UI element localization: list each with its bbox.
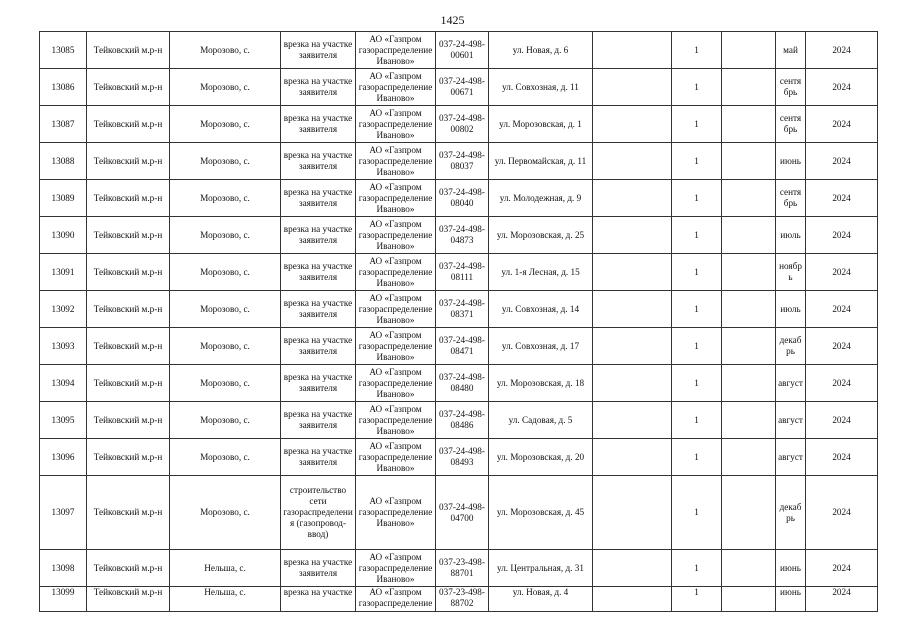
- organization-cell: АО «Газпром газораспределение Иваново»: [356, 69, 436, 106]
- empty-cell: [593, 106, 672, 143]
- month-cell: август: [776, 402, 806, 439]
- application-code-cell: 037-24-498-08371: [436, 291, 489, 328]
- month-cell: декабрь: [776, 476, 806, 550]
- organization-cell: АО «Газпром газораспределение Иваново»: [356, 291, 436, 328]
- empty-cell: [722, 476, 776, 550]
- work-type-cell: врезка на участке заявителя: [281, 69, 356, 106]
- month-cell: май: [776, 32, 806, 69]
- year-cell: 2024: [806, 439, 878, 476]
- address-cell: ул. Морозовская, д. 18: [489, 365, 593, 402]
- quantity-cell: 1: [672, 143, 722, 180]
- year-cell: 2024: [806, 32, 878, 69]
- work-type-cell: врезка на участке заявителя: [281, 328, 356, 365]
- address-cell: ул. Первомайская, д. 11: [489, 143, 593, 180]
- organization-cell: АО «Газпром газораспределение Иваново»: [356, 143, 436, 180]
- month-cell: июнь: [776, 550, 806, 587]
- quantity-cell: 1: [672, 217, 722, 254]
- empty-cell: [722, 106, 776, 143]
- settlement-cell: Морозово, с.: [170, 254, 281, 291]
- year-cell: 2024: [806, 328, 878, 365]
- work-type-cell: врезка на участке заявителя: [281, 254, 356, 291]
- district-cell: Тейковский м.р-н: [87, 217, 170, 254]
- work-type-cell: врезка на участке заявителя: [281, 180, 356, 217]
- settlement-cell: Морозово, с.: [170, 439, 281, 476]
- table-row: [40, 587, 878, 612]
- empty-cell: [593, 476, 672, 550]
- row-number-cell: 13094: [40, 365, 87, 402]
- work-type-cell: строительство сети газораспределения (газопровод-ввод): [281, 476, 356, 550]
- year-cell: 2024: [806, 402, 878, 439]
- address-cell: ул. Морозовская, д. 1: [489, 106, 593, 143]
- year-cell: 2024: [806, 550, 878, 587]
- application-code-cell: 037-24-498-04700: [436, 476, 489, 550]
- empty-cell: [722, 32, 776, 69]
- row-number-cell: 13089: [40, 180, 87, 217]
- page-number: 1425: [440, 13, 465, 27]
- organization-cell: АО «Газпром газораспределение Иваново»: [356, 402, 436, 439]
- empty-cell: [722, 550, 776, 587]
- district-cell: Тейковский м.р-н: [87, 291, 170, 328]
- gas-connection-table: [39, 31, 878, 612]
- district-cell: Тейковский м.р-н: [87, 587, 170, 612]
- empty-cell: [722, 217, 776, 254]
- row-number-cell: 13087: [40, 106, 87, 143]
- district-cell: Тейковский м.р-н: [87, 550, 170, 587]
- empty-cell: [722, 291, 776, 328]
- empty-cell: [593, 439, 672, 476]
- district-cell: Тейковский м.р-н: [87, 143, 170, 180]
- year-cell: 2024: [806, 106, 878, 143]
- row-number-cell: 13090: [40, 217, 87, 254]
- empty-cell: [593, 32, 672, 69]
- quantity-cell: 1: [672, 106, 722, 143]
- quantity-cell: 1: [672, 32, 722, 69]
- work-type-cell: врезка на участке заявителя: [281, 439, 356, 476]
- application-code-cell: 037-24-498-00802: [436, 106, 489, 143]
- row-number-cell: 13095: [40, 402, 87, 439]
- table-row: [40, 69, 878, 106]
- empty-cell: [593, 550, 672, 587]
- settlement-cell: Морозово, с.: [170, 476, 281, 550]
- row-number-cell: 13085: [40, 32, 87, 69]
- year-cell: 2024: [806, 587, 878, 612]
- application-code-cell: 037-24-498-08111: [436, 254, 489, 291]
- district-cell: Тейковский м.р-н: [87, 328, 170, 365]
- quantity-cell: 1: [672, 254, 722, 291]
- year-cell: 2024: [806, 365, 878, 402]
- empty-cell: [593, 143, 672, 180]
- month-cell: июль: [776, 217, 806, 254]
- settlement-cell: Морозово, с.: [170, 69, 281, 106]
- address-cell: ул. Морозовская, д. 25: [489, 217, 593, 254]
- organization-cell: АО «Газпром газораспределение Иваново»: [356, 180, 436, 217]
- work-type-cell: врезка на участке заявителя: [281, 32, 356, 69]
- district-cell: Тейковский м.р-н: [87, 32, 170, 69]
- table-row: [40, 291, 878, 328]
- table-row: [40, 365, 878, 402]
- row-number-cell: 13088: [40, 143, 87, 180]
- empty-cell: [593, 365, 672, 402]
- application-code-cell: 037-24-498-08480: [436, 365, 489, 402]
- organization-cell: АО «Газпром газораспределение Иваново»: [356, 476, 436, 550]
- year-cell: 2024: [806, 476, 878, 550]
- district-cell: Тейковский м.р-н: [87, 254, 170, 291]
- organization-cell: АО «Газпром газораспределение Иваново»: [356, 32, 436, 69]
- district-cell: Тейковский м.р-н: [87, 106, 170, 143]
- district-cell: Тейковский м.р-н: [87, 439, 170, 476]
- empty-cell: [593, 69, 672, 106]
- table-row: [40, 32, 878, 69]
- table-row: [40, 402, 878, 439]
- address-cell: ул. Морозовская, д. 20: [489, 439, 593, 476]
- address-cell: ул. Новая, д. 6: [489, 32, 593, 69]
- month-cell: сентябрь: [776, 106, 806, 143]
- empty-cell: [722, 402, 776, 439]
- settlement-cell: Морозово, с.: [170, 402, 281, 439]
- address-cell: ул. Морозовская, д. 45: [489, 476, 593, 550]
- organization-cell: АО «Газпром газораспределение Иваново»: [356, 217, 436, 254]
- settlement-cell: Морозово, с.: [170, 365, 281, 402]
- table-row: [40, 143, 878, 180]
- empty-cell: [593, 217, 672, 254]
- year-cell: 2024: [806, 217, 878, 254]
- empty-cell: [722, 587, 776, 612]
- row-number-cell: 13097: [40, 476, 87, 550]
- quantity-cell: 1: [672, 365, 722, 402]
- empty-cell: [593, 328, 672, 365]
- row-number-cell: 13099: [40, 587, 87, 612]
- empty-cell: [722, 143, 776, 180]
- empty-cell: [593, 587, 672, 612]
- empty-cell: [722, 254, 776, 291]
- settlement-cell: Морозово, с.: [170, 328, 281, 365]
- row-number-cell: 13098: [40, 550, 87, 587]
- work-type-cell: врезка на участке заявителя: [281, 550, 356, 587]
- empty-cell: [593, 254, 672, 291]
- empty-cell: [593, 291, 672, 328]
- application-code-cell: 037-24-498-08037: [436, 143, 489, 180]
- settlement-cell: Морозово, с.: [170, 32, 281, 69]
- empty-cell: [722, 180, 776, 217]
- organization-cell: АО «Газпром газораспределение Иваново»: [356, 106, 436, 143]
- year-cell: 2024: [806, 254, 878, 291]
- month-cell: сентябрь: [776, 180, 806, 217]
- quantity-cell: 1: [672, 328, 722, 365]
- table-row: [40, 106, 878, 143]
- quantity-cell: 1: [672, 402, 722, 439]
- district-cell: Тейковский м.р-н: [87, 476, 170, 550]
- address-cell: ул. Совхозная, д. 11: [489, 69, 593, 106]
- organization-cell: АО «Газпром газораспределение Иваново»: [356, 365, 436, 402]
- quantity-cell: 1: [672, 69, 722, 106]
- address-cell: ул. Молодежная, д. 9: [489, 180, 593, 217]
- empty-cell: [593, 402, 672, 439]
- empty-cell: [722, 439, 776, 476]
- year-cell: 2024: [806, 143, 878, 180]
- empty-cell: [593, 180, 672, 217]
- address-cell: ул. Совхозная, д. 17: [489, 328, 593, 365]
- year-cell: 2024: [806, 69, 878, 106]
- work-type-cell: врезка на участке заявителя: [281, 365, 356, 402]
- table-row: [40, 217, 878, 254]
- application-code-cell: 037-24-498-00671: [436, 69, 489, 106]
- organization-cell: АО «Газпром газораспределение Иваново»: [356, 328, 436, 365]
- address-cell: ул. Новая, д. 4: [489, 587, 593, 612]
- district-cell: Тейковский м.р-н: [87, 402, 170, 439]
- district-cell: Тейковский м.р-н: [87, 69, 170, 106]
- settlement-cell: Морозово, с.: [170, 291, 281, 328]
- application-code-cell: 037-24-498-08486: [436, 402, 489, 439]
- table-row: [40, 254, 878, 291]
- month-cell: ноябрь: [776, 254, 806, 291]
- settlement-cell: Нельша, с.: [170, 587, 281, 612]
- month-cell: август: [776, 365, 806, 402]
- quantity-cell: 1: [672, 439, 722, 476]
- work-type-cell: врезка на участке заявителя: [281, 106, 356, 143]
- organization-cell: АО «Газпром газораспределение Иваново»: [356, 439, 436, 476]
- work-type-cell: врезка на участке: [281, 587, 356, 612]
- table-row: [40, 180, 878, 217]
- empty-cell: [722, 69, 776, 106]
- organization-cell: АО «Газпром газораспределение Иваново»: [356, 550, 436, 587]
- work-type-cell: врезка на участке заявителя: [281, 143, 356, 180]
- month-cell: июль: [776, 291, 806, 328]
- address-cell: ул. Центральная, д. 31: [489, 550, 593, 587]
- month-cell: июнь: [776, 587, 806, 612]
- table-row: [40, 550, 878, 587]
- settlement-cell: Морозово, с.: [170, 143, 281, 180]
- row-number-cell: 13086: [40, 69, 87, 106]
- table-row: [40, 476, 878, 550]
- month-cell: сентябрь: [776, 69, 806, 106]
- table-body: [40, 32, 878, 612]
- row-number-cell: 13093: [40, 328, 87, 365]
- district-cell: Тейковский м.р-н: [87, 365, 170, 402]
- row-number-cell: 13092: [40, 291, 87, 328]
- empty-cell: [722, 328, 776, 365]
- row-number-cell: 13091: [40, 254, 87, 291]
- quantity-cell: 1: [672, 587, 722, 612]
- quantity-cell: 1: [672, 550, 722, 587]
- table-row: [40, 328, 878, 365]
- application-code-cell: 037-23-498-88701: [436, 550, 489, 587]
- application-code-cell: 037-24-498-08493: [436, 439, 489, 476]
- quantity-cell: 1: [672, 476, 722, 550]
- application-code-cell: 037-24-498-08471: [436, 328, 489, 365]
- work-type-cell: врезка на участке заявителя: [281, 402, 356, 439]
- settlement-cell: Нельша, с.: [170, 550, 281, 587]
- address-cell: ул. Совхозная, д. 14: [489, 291, 593, 328]
- settlement-cell: Морозово, с.: [170, 217, 281, 254]
- month-cell: декабрь: [776, 328, 806, 365]
- application-code-cell: 037-24-498-04873: [436, 217, 489, 254]
- application-code-cell: 037-23-498-88702: [436, 587, 489, 612]
- organization-cell: АО «Газпром газораспределение Иваново»: [356, 254, 436, 291]
- district-cell: Тейковский м.р-н: [87, 180, 170, 217]
- settlement-cell: Морозово, с.: [170, 106, 281, 143]
- address-cell: ул. 1-я Лесная, д. 15: [489, 254, 593, 291]
- year-cell: 2024: [806, 180, 878, 217]
- quantity-cell: 1: [672, 291, 722, 328]
- work-type-cell: врезка на участке заявителя: [281, 291, 356, 328]
- application-code-cell: 037-24-498-08040: [436, 180, 489, 217]
- address-cell: ул. Садовая, д. 5: [489, 402, 593, 439]
- row-number-cell: 13096: [40, 439, 87, 476]
- application-code-cell: 037-24-498-00601: [436, 32, 489, 69]
- quantity-cell: 1: [672, 180, 722, 217]
- table-row: [40, 439, 878, 476]
- month-cell: август: [776, 439, 806, 476]
- year-cell: 2024: [806, 291, 878, 328]
- settlement-cell: Морозово, с.: [170, 180, 281, 217]
- empty-cell: [722, 365, 776, 402]
- month-cell: июнь: [776, 143, 806, 180]
- organization-cell: АО «Газпром газораспределение: [356, 587, 436, 612]
- work-type-cell: врезка на участке заявителя: [281, 217, 356, 254]
